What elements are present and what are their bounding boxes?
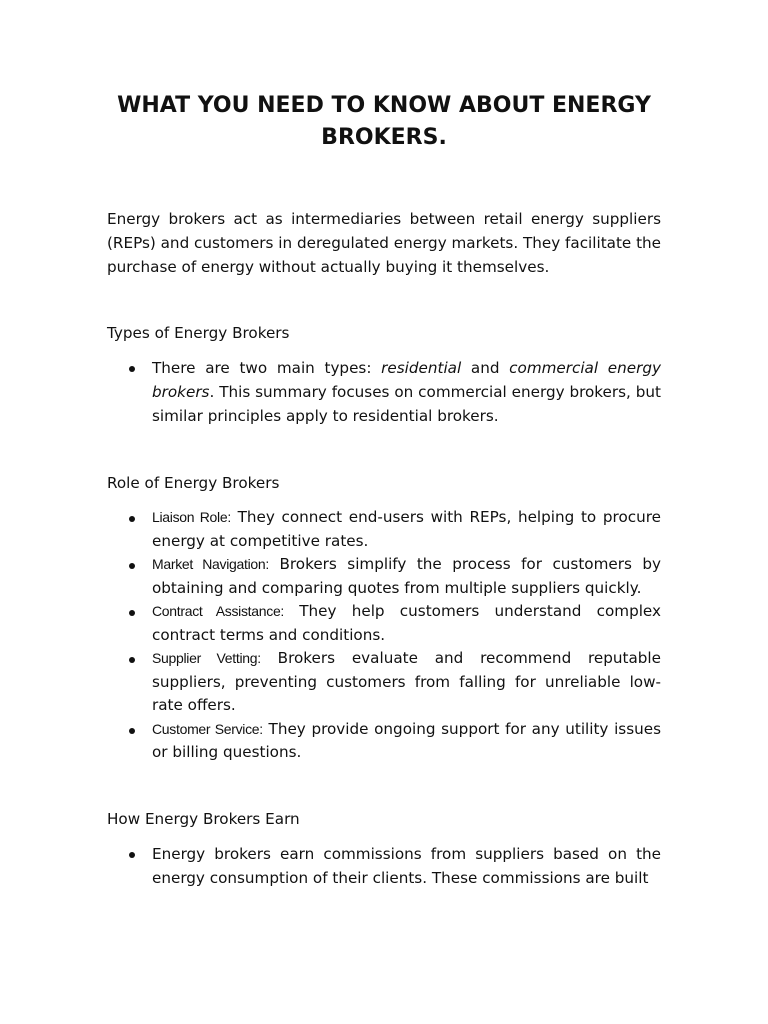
list-item <box>107 647 661 718</box>
bullet-icon <box>129 657 135 663</box>
types-item-lead: There are two main types: <box>152 359 382 377</box>
role-heading: Role of Energy Brokers <box>107 474 280 492</box>
bullet-icon <box>129 852 135 858</box>
earn-text: Energy brokers earn commissions from suppliers based on the energy consumption of their clients. These commissions are built <box>152 844 661 887</box>
earn-list <box>107 842 661 890</box>
list-item <box>107 356 661 428</box>
role-text: They connect end-users with REPs, helping to procure energy at competitive rates. <box>152 508 661 550</box>
types-item-rest: . This summary focuses on commercial energy brokers, but similar principles apply to residential brokers. <box>152 383 661 425</box>
bullet-icon <box>129 516 135 522</box>
intro-paragraph: Energy brokers act as intermediaries between retail energy suppliers (REPs) and customers in deregulated energy markets. They facilitate the purchase of energy without actually buying it themselves. <box>107 210 662 276</box>
role-term: Supplier Vetting: <box>152 650 261 666</box>
types-term-commercial: commercial energy brokers <box>152 359 661 401</box>
bullet-icon <box>129 366 135 372</box>
list-item <box>107 506 661 553</box>
role-text: They provide ongoing support for any utility issues or billing questions. <box>152 719 662 761</box>
list-item <box>107 553 661 600</box>
document-title: WHAT YOU NEED TO KNOW ABOUT ENERGY BROKERS. <box>117 93 651 150</box>
bullet-icon <box>129 563 135 569</box>
earn-heading: How Energy Brokers Earn <box>107 809 300 828</box>
bullet-icon <box>129 610 135 616</box>
list-item <box>107 600 661 647</box>
document-body <box>107 207 661 890</box>
role-list <box>107 506 661 765</box>
list-item <box>107 718 661 765</box>
role-term: Customer Service: <box>152 720 263 737</box>
types-heading: Types of Energy Brokers <box>107 324 290 342</box>
role-text: Brokers evaluate and recommend reputable suppliers, preventing customers from falling for unreliable low-rate offers. <box>152 649 661 714</box>
types-term-residential: residential <box>381 359 462 377</box>
types-list <box>107 356 661 428</box>
role-text: Brokers simplify the process for customers by obtaining and comparing quotes from multiple suppliers quickly. <box>152 555 661 597</box>
bullet-icon <box>129 728 135 734</box>
role-term: Contract Assistance: <box>152 603 285 619</box>
list-item <box>107 842 661 890</box>
role-text: They help customers understand complex contract terms and conditions. <box>152 602 661 644</box>
types-item-connector: and <box>461 359 510 377</box>
role-term: Liaison Role: <box>152 509 231 525</box>
role-term: Market Navigation: <box>152 556 269 572</box>
